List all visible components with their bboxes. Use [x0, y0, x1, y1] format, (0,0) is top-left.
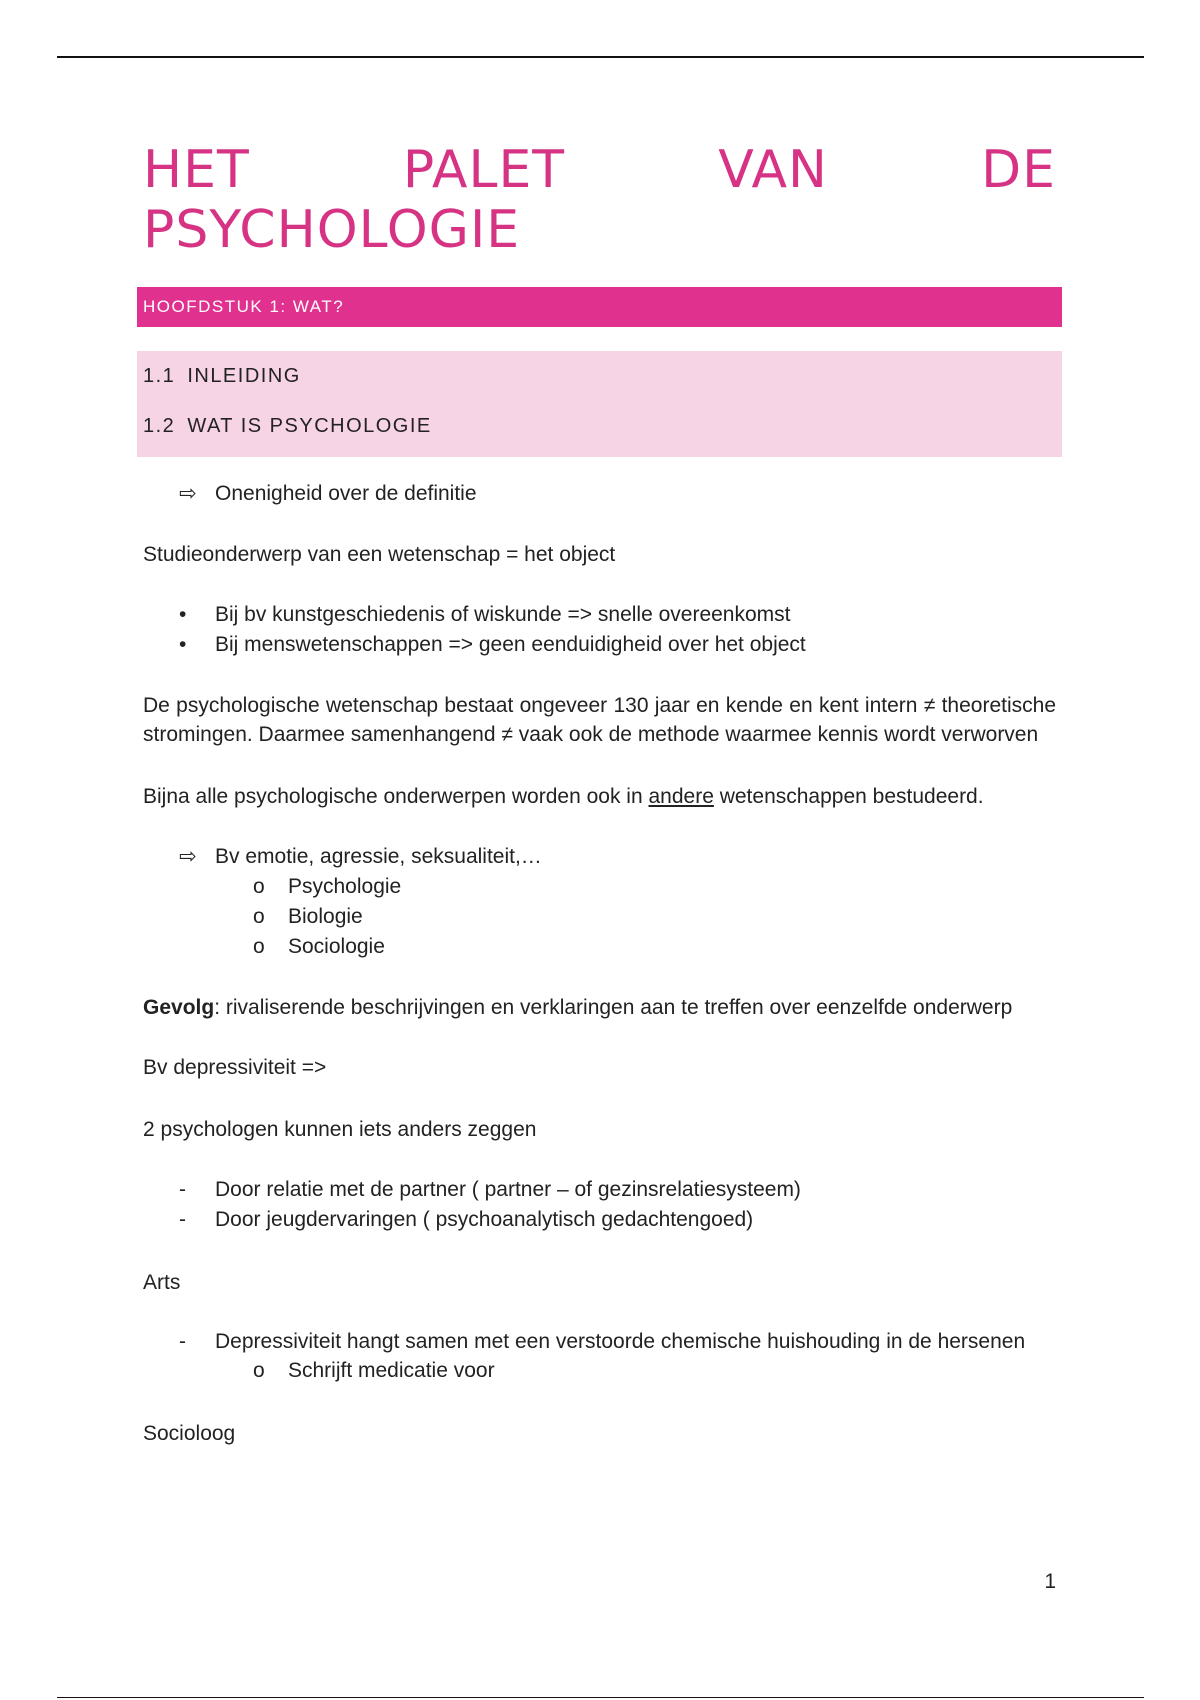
- paragraph: Bijna alle psychologische onderwerpen worden ook in andere wetenschappen bestudeerd.: [143, 785, 984, 808]
- list-item: - Door relatie met de partner ( partner – of gezinsrelatiesysteem): [143, 1175, 1056, 1205]
- list-item: ⇨ Onenigheid over de definitie: [143, 479, 1056, 509]
- paragraph: Bv depressiviteit =>: [143, 1056, 327, 1079]
- paragraph: Socioloog: [143, 1422, 236, 1445]
- circle-list: [143, 872, 1056, 962]
- list-item: o Sociologie: [143, 932, 1056, 962]
- title-word: VAN: [718, 140, 828, 200]
- list-item: • Bij menswetenschappen => geen eenduidigheid over het object: [143, 630, 1056, 660]
- arrow-icon: ⇨: [179, 482, 197, 505]
- arrow-list: [143, 479, 1056, 509]
- dash-icon: -: [179, 1208, 186, 1231]
- list-item: - Door jeugdervaringen ( psychoanalytisch gedachtengoed): [143, 1205, 1056, 1235]
- dash-icon: -: [179, 1178, 186, 1201]
- paragraph: Studieonderwerp van een wetenschap = het object: [143, 543, 616, 566]
- circle-icon: o: [253, 875, 265, 898]
- title-word: HET: [143, 140, 250, 200]
- paragraph: 2 psychologen kunnen iets anders zeggen: [143, 1118, 537, 1141]
- dash-icon: -: [179, 1330, 186, 1353]
- dash-list: [143, 1175, 1056, 1235]
- document-title: [143, 140, 1056, 260]
- section-number: 1.1: [143, 365, 176, 387]
- title-word: PALET: [402, 140, 566, 200]
- page-content: [143, 140, 1056, 1448]
- section-headings-block: [137, 351, 1062, 457]
- list-item: - Depressiviteit hangt samen met een verstoorde chemische huishouding in de hersenen: [143, 1328, 1056, 1356]
- dot-list: [143, 600, 1056, 660]
- footer-rule: [57, 1697, 1144, 1698]
- bullet-icon: •: [179, 603, 187, 626]
- title-line-2: PSYCHOLOGIE: [143, 200, 521, 260]
- arrow-icon: ⇨: [179, 845, 197, 868]
- paragraph: Gevolg: rivaliserende beschrijvingen en verklaringen aan te treffen over eenzelfde onderwerp: [143, 996, 1013, 1019]
- paragraph: De psychologische wetenschap bestaat ongeveer 130 jaar en kende en kent intern ≠ theoretische stromingen. Daarmee samenhangend ≠ vaak ook de methode waarmee kennis wordt verworven: [143, 694, 1056, 746]
- dash-list: [143, 1328, 1056, 1356]
- circle-icon: o: [253, 935, 265, 958]
- circle-icon: o: [253, 905, 265, 928]
- header-rule: [57, 56, 1144, 58]
- paragraph: Arts: [143, 1271, 181, 1294]
- list-item: ⇨ Bv emotie, agressie, seksualiteit,…: [143, 842, 1056, 872]
- list-item: o Biologie: [143, 902, 1056, 932]
- circle-icon: o: [253, 1359, 265, 1382]
- bullet-icon: •: [179, 633, 187, 656]
- arrow-list: [143, 842, 1056, 872]
- title-line-1: [143, 140, 1056, 200]
- list-item: o Schrijft medicatie voor: [143, 1356, 1056, 1386]
- section-title: INLEIDING: [187, 365, 301, 387]
- section-title: WAT IS PSYCHOLOGIE: [187, 415, 432, 437]
- section-number: 1.2: [143, 415, 176, 437]
- title-word: DE: [981, 140, 1056, 200]
- chapter-heading: HOOFDSTUK 1: WAT?: [137, 287, 1062, 327]
- list-item: • Bij bv kunstgeschiedenis of wiskunde => snelle overeenkomst: [143, 600, 1056, 630]
- list-item: o Psychologie: [143, 872, 1056, 902]
- page-number: 1: [1044, 1570, 1056, 1593]
- circle-list: [143, 1356, 1056, 1386]
- section-heading-1-1: [143, 355, 1056, 405]
- section-heading-1-2: [143, 405, 1056, 455]
